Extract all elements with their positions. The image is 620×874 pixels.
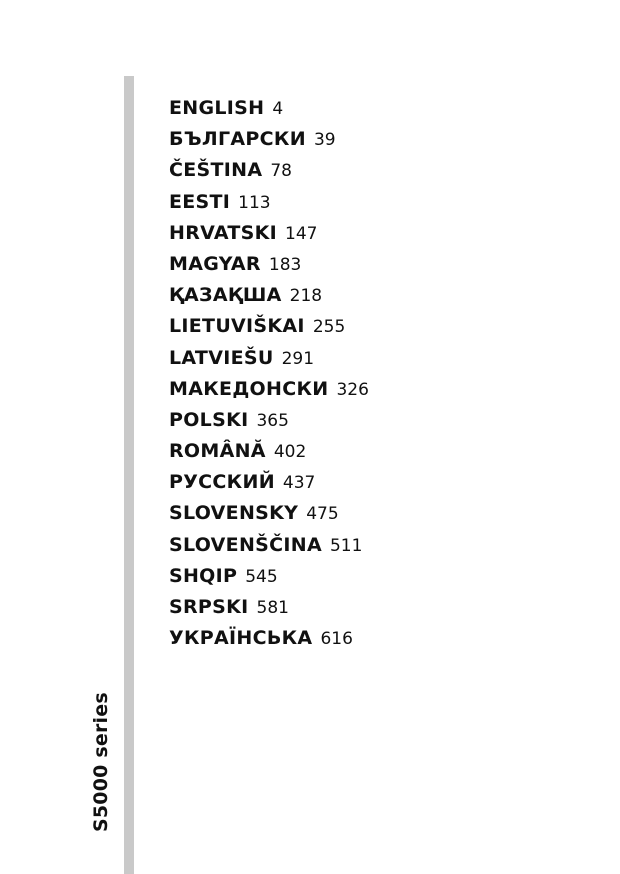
page-number: 581 [256,598,289,618]
page-number: 545 [245,566,278,587]
page-number: 616 [320,629,353,650]
toc-entry-slovak[interactable] [169,498,369,529]
language-name: MAGYAR [169,252,261,275]
page-number: 511 [329,535,363,556]
page-number: 183 [268,254,302,275]
page-number: 78 [270,161,292,182]
page-number: 475 [306,504,339,525]
language-name: LATVIEŠU [169,346,274,369]
language-name: SLOVENŠČINA [169,533,322,556]
language-name: LIETUVIŠKAI [169,315,305,338]
language-name: EESTI [169,190,231,213]
toc-entry-estonian[interactable] [169,187,369,218]
language-name: POLSKI [169,408,249,431]
language-name: ČEŠTINA [169,159,263,182]
series-label: S5000 series [90,692,112,832]
toc-entry-croatian[interactable] [169,218,369,249]
language-name: ROMÂNĂ [169,440,266,463]
toc-entry-latvian[interactable] [169,343,369,374]
toc-entry-ukrainian[interactable] [169,623,369,654]
toc-entry-czech[interactable] [169,155,369,186]
language-name: SHQIP [169,564,238,587]
toc-entry-russian[interactable] [169,467,369,498]
toc-entry-bulgarian[interactable] [169,124,369,155]
toc-entry-english[interactable] [169,93,369,124]
toc-entry-polish[interactable] [169,405,369,436]
language-name: МАКЕДОНСКИ [169,377,329,400]
toc-entry-kazakh[interactable] [169,280,369,311]
page-number: 365 [256,410,289,431]
page-number: 147 [285,223,318,244]
page-number: 255 [312,317,346,338]
page-number: 4 [272,99,284,119]
language-name: SRPSKI [169,596,249,618]
page-number: 402 [273,442,307,463]
toc-entry-albanian[interactable] [169,561,369,592]
language-table-of-contents [169,93,369,654]
language-name: РУССКИЙ [169,471,275,494]
vertical-divider-bar [124,76,134,874]
page-number: 326 [336,379,369,400]
language-name: ENGLISH [169,97,265,119]
toc-entry-lithuanian[interactable] [169,311,369,342]
toc-entry-slovenian[interactable] [169,530,369,561]
language-name: HRVATSKI [169,221,278,244]
language-name: ҚАЗАҚША [169,284,282,307]
language-name: БЪЛГАРСКИ [169,128,306,151]
page-number: 437 [282,473,316,494]
page-number: 218 [289,286,323,307]
language-name: УКРАЇНСЬКА [169,627,313,650]
toc-entry-romanian[interactable] [169,436,369,467]
toc-entry-serbian[interactable] [169,592,369,623]
toc-entry-hungarian[interactable] [169,249,369,280]
language-name: SLOVENSKY [169,502,299,525]
toc-entry-macedonian[interactable] [169,374,369,405]
page-number: 39 [313,130,336,151]
page-number: 113 [238,192,271,213]
page-number: 291 [281,348,315,369]
